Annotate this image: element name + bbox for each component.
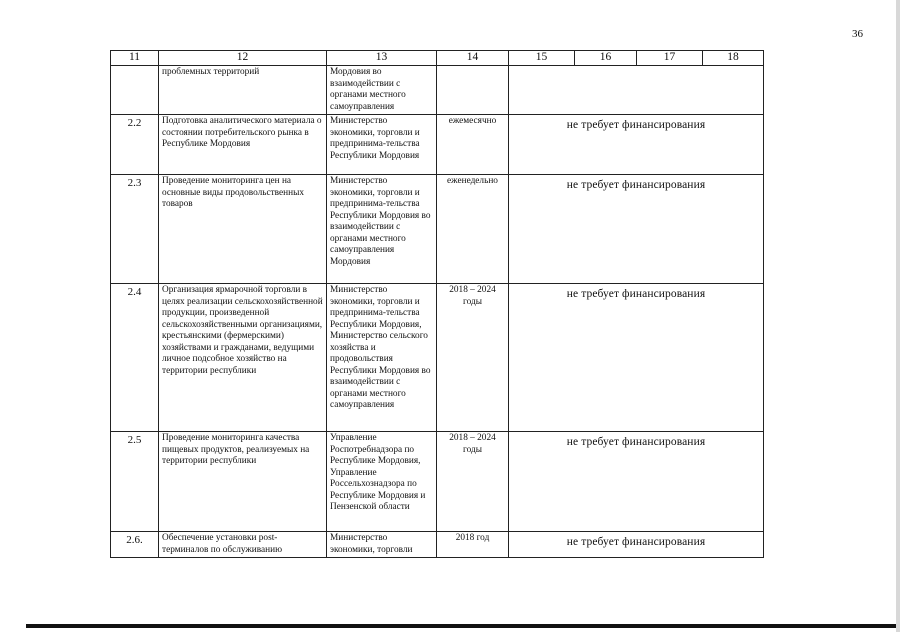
event-cell: Обеспечение установки post-терминалов по обслуживанию [159,532,327,558]
table-row [111,66,764,115]
page-number: 36 [852,28,863,40]
row-number: 2.4 [111,284,159,432]
financing-cell: не требует финансирования [509,432,764,532]
event-cell: проблемных территорий [159,66,327,115]
row-number: 2.2 [111,115,159,175]
financing-cell [509,66,764,115]
row-number [111,66,159,115]
executor-cell: Министерство экономики, торговли и предпринима-тельства Республики Мордовия во взаимодействии с органами местного самоуправления Мордовия [327,175,437,284]
executor-cell: Мордовия во взаимодействии с органами местного самоуправления [327,66,437,115]
scan-bottom-edge [26,624,898,628]
table-row [111,115,764,175]
column-header: 11 [111,51,159,66]
financing-cell: не требует финансирования [509,115,764,175]
table-header-row [111,51,764,66]
executor-cell: Министерство экономики, торговли [327,532,437,558]
column-header: 14 [437,51,509,66]
table-row [111,284,764,432]
term-cell: ежемесячно [437,115,509,175]
financing-cell: не требует финансирования [509,284,764,432]
row-number: 2.5 [111,432,159,532]
term-cell: 2018 год [437,532,509,558]
row-number: 2.3 [111,175,159,284]
financing-cell: не требует финансирования [509,175,764,284]
row-number: 2.6. [111,532,159,558]
term-cell [437,66,509,115]
executor-cell: Управление Роспотребнадзора по Республике Мордовия, Управление Россельхознадзора по Республике Мордовия и Пензенской области [327,432,437,532]
plan-table [110,50,764,558]
table-row [111,175,764,284]
term-cell: еженедельно [437,175,509,284]
term-cell: 2018 – 2024 годы [437,432,509,532]
column-header: 16 [575,51,637,66]
column-header: 18 [703,51,764,66]
event-cell: Организация ярмарочной торговли в целях реализации сельскохозяйственной продукции, произведенной сельскохозяйственными организациями, крестьянскими (фермерскими) хозяйствами и гражданами, ведущими личное подсобное хозяйство на территории республики [159,284,327,432]
event-cell: Проведение мониторинга цен на основные виды продовольственных товаров [159,175,327,284]
column-header: 13 [327,51,437,66]
table-row [111,532,764,558]
column-header: 12 [159,51,327,66]
event-cell: Подготовка аналитического материала о состоянии потребительского рынка в Республике Мордовия [159,115,327,175]
financing-cell: не требует финансирования [509,532,764,558]
term-cell: 2018 – 2024 годы [437,284,509,432]
event-cell: Проведение мониторинга качества пищевых продуктов, реализуемых на территории республики [159,432,327,532]
executor-cell: Министерство экономики, торговли и предпринима-тельства Республики Мордовия, Министерство сельского хозяйства и продовольствия Республики Мордовия во взаимодействии с органами местного самоуправления [327,284,437,432]
column-header: 15 [509,51,575,66]
table-row [111,432,764,532]
executor-cell: Министерство экономики, торговли и предпринима-тельства Республики Мордовия [327,115,437,175]
scan-right-edge [896,0,900,632]
column-header: 17 [637,51,703,66]
